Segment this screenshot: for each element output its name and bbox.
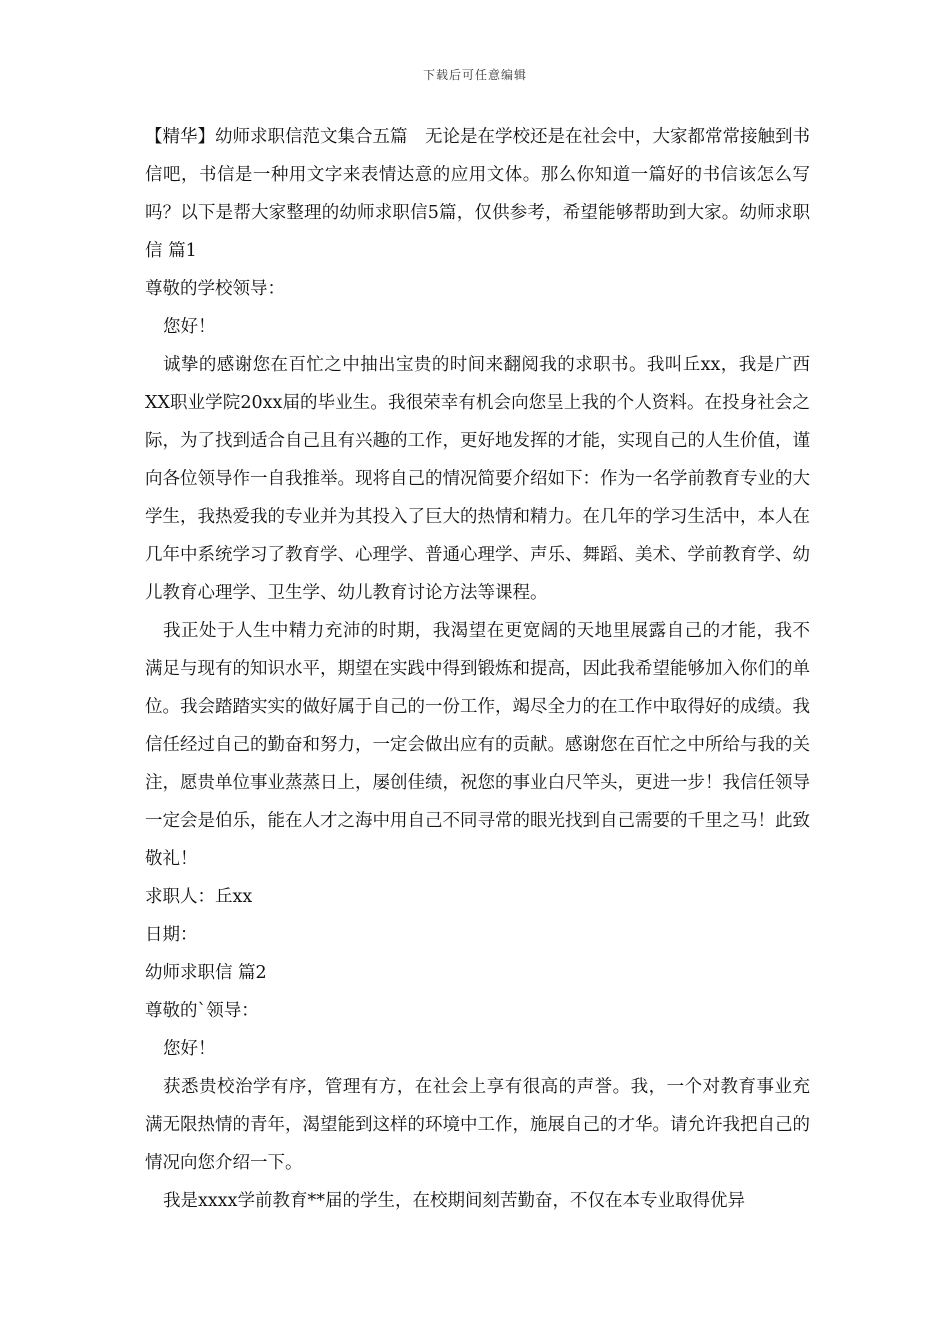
intro-paragraph: 【精华】幼师求职信范文集合五篇 无论是在学校还是在社会中，大家都常常接触到书信吧，书信是一种用文字来表情达意的应用文体。那么你知道一篇好的书信该怎么写吗？以下是帮大家整理的幼师求职信5篇，仅供参考，希望能够帮助到大家。幼师求职信 篇1 — [145, 127, 810, 261]
letter1-greeting: 您好！ — [163, 317, 216, 337]
letter2-paragraph-1: 获悉贵校治学有序，管理有方，在社会上享有很高的声誉。我，一个对教育事业充满无限热情的青年，渴望能到这样的环境中工作，施展自己的才华。请允许我把自己的情况向您介绍一下。 — [145, 1077, 810, 1173]
letter2-greeting: 您好！ — [163, 1039, 216, 1059]
letter1-paragraph-1: 诚挚的感谢您在百忙之中抽出宝贵的时间来翻阅我的求职书。我叫丘xx，我是广西XX职业学院20xx届的毕业生。我很荣幸有机会向您呈上我的个人资料。在投身社会之际，为了找到适合自己且有兴趣的工作，更好地发挥的才能，实现自己的人生价值，谨向各位领导作一自我推举。现将自己的情况简要介绍如下：作为一名学前教育专业的大学生，我热爱我的专业并为其投入了巨大的热情和精力。在几年的学习生活中，本人在几年中系统学习了教育学、心理学、普通心理学、声乐、舞蹈、美术、学前教育学、幼儿教育心理学、卫生学、幼儿教育讨论方法等课程。 — [145, 355, 810, 603]
letter2-paragraph-2: 我是xxxx学前教育**届的学生，在校期间刻苦勤奋，不仅在本专业取得优异 — [163, 1191, 745, 1211]
letter2-title: 幼师求职信 篇2 — [145, 963, 267, 983]
letter1-paragraph-2: 我正处于人生中精力充沛的时期，我渴望在更宽阔的天地里展露自己的才能，我不满足与现有的知识水平，期望在实践中得到锻炼和提高，因此我希望能够加入你们的单位。我会踏踏实实的做好属于自己的一份工作，竭尽全力的在工作中取得好的成绩。我信任经过自己的勤奋和努力，一定会做出应有的贡献。感谢您在百忙之中所给与我的关注，愿贵单位事业蒸蒸日上，屡创佳绩，祝您的事业白尺竿头，更进一步！我信任领导一定会是伯乐，能在人才之海中用自己不同寻常的眼光找到自己需要的千里之马！此致敬礼！ — [145, 621, 810, 869]
letter1-signer: 求职人：丘xx — [145, 887, 253, 907]
document-body — [145, 118, 810, 1220]
letter2-salutation: 尊敬的`领导： — [145, 1001, 259, 1021]
letter1-salutation: 尊敬的学校领导： — [145, 279, 285, 299]
letter1-date: 日期： — [145, 925, 198, 945]
header-note: 下载后可任意编辑 — [422, 68, 527, 82]
